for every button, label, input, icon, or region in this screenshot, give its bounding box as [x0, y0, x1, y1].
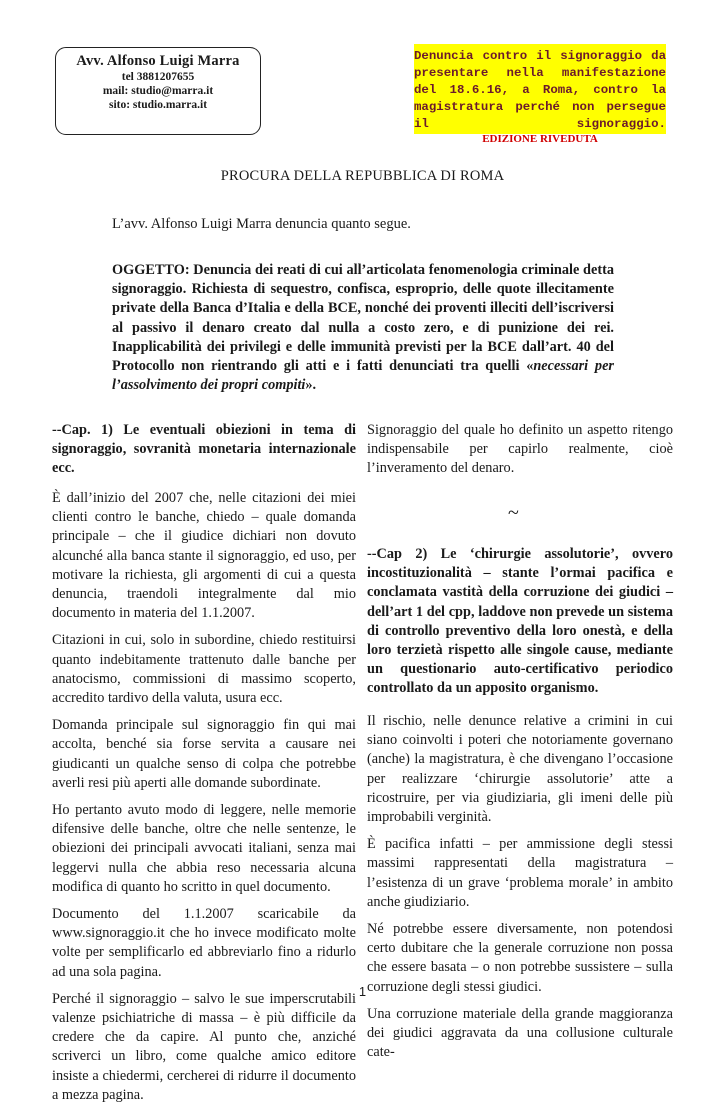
right-paragraph: Il rischio, nelle denunce relative a crimini in cui siano coinvolti i poteri che notoriamente governano (anche) la magistratura, è che divengano l’occasione per realizzare ‘chirurgie assolutorie’ atte a ricostruire, per via giudiziaria, gli imeni delle più improbabili verginità.: [367, 713, 673, 826]
contact-phone: tel 3881207655: [121, 71, 195, 83]
right-paragraph: Né potrebbe essere diversamente, non potendosi certo dubitare che la generale corruzione non possa che essere basata – o non potrebbe sussistere – sulla corruzione degli stessi giudici.: [367, 921, 673, 995]
right-continuation: Signoraggio del quale ho definito un aspetto ritengo indispensabile per capirlo realmente, cioè l’inveramento del denaro.: [367, 422, 673, 477]
right-paragraph: Una corruzione materiale della grande maggioranza dei giudici aggravata da una collusione culturale cate-: [367, 1005, 673, 1061]
left-paragraph: Domanda principale sul signoraggio fin qui mai accolta, benché sia forse servita a causare nei giudicanti un qualche senso di colpa che potrebbe averli resi più aperti alle domande subordinate.: [52, 717, 356, 791]
cap2-title: --Cap 2) Le ‘chirurgie assolutorie’, ovvero incostituzionalità – stante l’ormai pacifica e conclamata vastità della corruzione dei giudici – dell’art 1 del cpp, laddove non prevede un sistema di controllo preventivo della loro onestà, e della loro terzietà rispetto alle singole cause, mediante un questionario auto-certificativo periodico controllato da un apposito organismo.: [367, 546, 673, 697]
intro-line: L’avv. Alfonso Luigi Marra denuncia quanto segue.: [112, 216, 411, 232]
contact-mail: mail: studio@marra.it: [102, 85, 214, 97]
subject-paragraph: [112, 261, 614, 395]
left-paragraph: Citazioni in cui, solo in subordine, chiedo restituirsi quanto indebitamente trattenuto dalle banche per anatocismo, commissioni di massimo scoperto, accredito tardivo della valuta, usura ecc.: [52, 632, 356, 707]
notice-box: [414, 44, 666, 145]
page-number: 1: [358, 984, 367, 999]
subject-text: OGGETTO: Denuncia dei reati di cui all’articolata fenomenologia criminale detta signoraggio. Richiesta di sequestro, confisca, esproprio, delle quote illecitamente private della Banca d’Italia e della BCE, nonché dei proventi illeciti dell’iscriversi al passivo il denaro creato dal nulla a costo zero, e di punizione dei rei. Inapplicabilità dei privilegi e delle immunità previsti per la BCE dall’art. 40 del Protocollo non rientrando gli atti e i fatti denunciati tra quelli «: [112, 262, 614, 375]
left-paragraph: Documento del 1.1.2007 scaricabile da www.signoraggio.it che ho invece modificato molte volte per semplificarlo ed abbreviarlo fino a ridurlo ad una sola pagina.: [52, 906, 356, 980]
contact-name: Avv. Alfonso Luigi Marra: [76, 53, 240, 69]
left-paragraph: È dall’inizio del 2007 che, nelle citazioni dei miei clienti contro le banche, chiedo – quale domanda principale – che il giudice dichiari non dovuto alcunché alla banca stante il signoraggio, ed uso, per motivare la richiesta, gli argomenti di cui a questa denuncia, traendoli integralmente dal mio documento in materia del 1.1.2007.: [52, 490, 356, 622]
page-heading: PROCURA DELLA REPUBBLICA DI ROMA: [220, 168, 505, 184]
notice-edition: EDIZIONE RIVEDUTA: [482, 133, 598, 145]
contact-site: sito: studio.marra.it: [108, 99, 208, 111]
right-paragraph: È pacifica infatti – per ammissione degli stessi massimi rappresentati della magistratura – l’esistenza di un grave ‘problema morale’ in ambito anche giudiziario.: [367, 836, 673, 910]
left-paragraph: Ho pertanto avuto modo di leggere, nelle memorie difensive delle banche, oltre che nelle sentenze, le obiezioni dei principali avvocati italiani, senza mai leggervi nulla che abbia reso necessaria alcuna modifica di quanto ho scritto in quel documento.: [52, 802, 356, 895]
left-paragraph: Perché il signoraggio – salvo le sue imperscrutabili valenze psichiatriche di massa – è più difficile da credere che da capire. Al punto che, anziché scriverci un libro, come qualche amico editore insiste a chiedermi, cercherei di ridurre il documento a mezza pagina.: [52, 990, 356, 1103]
right-column: [367, 712, 673, 1070]
section-separator: ~: [508, 502, 519, 524]
subject-end: ».: [305, 377, 317, 394]
cap1-title: --Cap. 1) Le eventuali obiezioni in tema di signoraggio, sovranità monetaria internazionale ecc.: [52, 422, 356, 477]
contact-box: [55, 47, 261, 135]
notice-text: Denuncia contro il signoraggio da presentare nella manifestazione del 18.6.16, a Roma, contro la magistratura perché non persegue il signoraggio.: [414, 49, 666, 131]
subject-quote: necessari per l’assolvimento dei propri compiti: [112, 358, 614, 394]
left-column: [52, 489, 356, 1113]
